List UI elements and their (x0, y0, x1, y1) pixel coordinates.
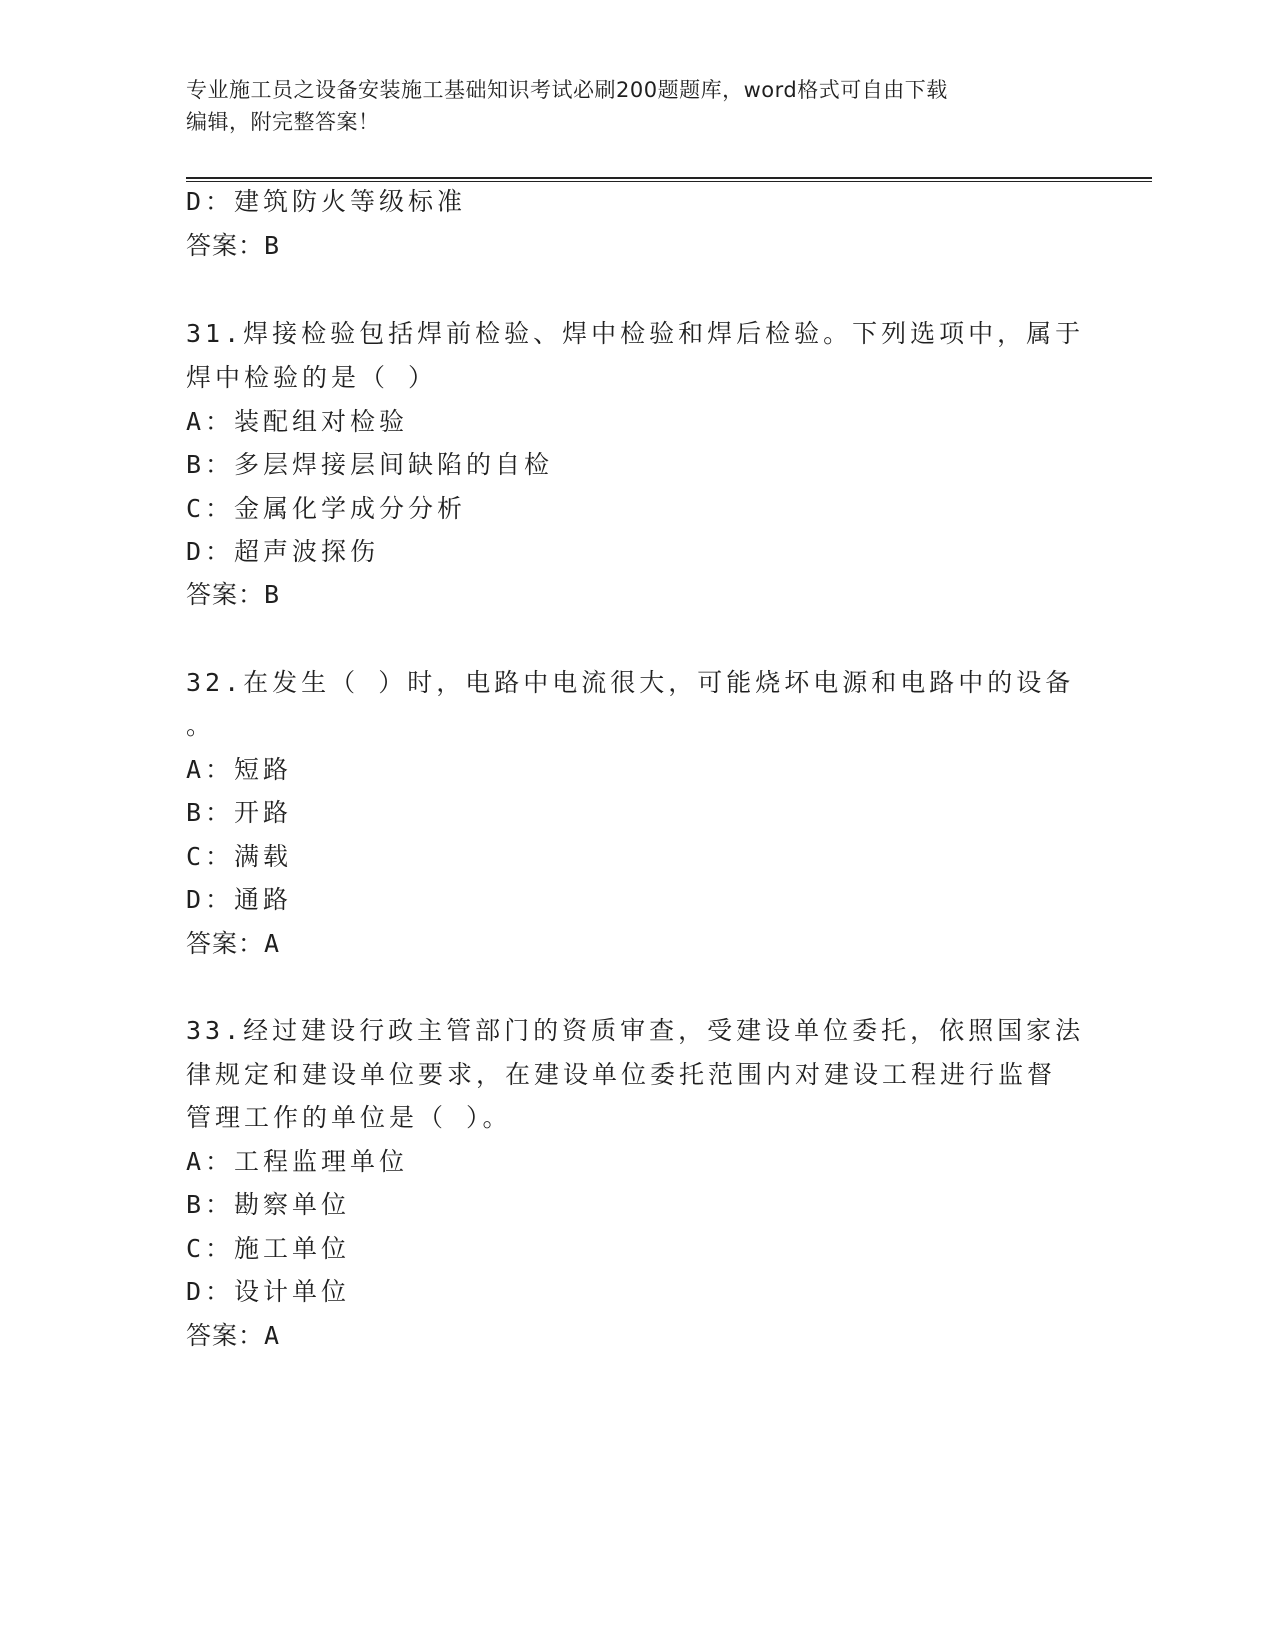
answer (186, 1321, 280, 1351)
answer-label: 答案： (186, 929, 265, 958)
question-stem: 31.焊接检验包括焊前检验、焊中检验和焊后检验。下列选项中，属于 (186, 319, 1085, 348)
question-stem: 。 (186, 711, 216, 740)
answer-value: B (264, 231, 281, 260)
option-a: A：工程监理单位 (186, 1147, 409, 1176)
option-b: B：多层焊接层间缺陷的自检 (186, 450, 554, 479)
answer-value: A (264, 1321, 281, 1350)
header-title-line1: 专业施工员之设备安装施工基础知识考试必刷200题题库，word格式可自由下载 (186, 78, 948, 102)
question-stem: 律规定和建设单位要求，在建设单位委托范围内对建设工程进行监督 (186, 1060, 1057, 1089)
question-stem: 33.经过建设行政主管部门的资质审查，受建设单位委托，依照国家法 (186, 1016, 1085, 1045)
prev-option-d: D：建筑防火等级标准 (186, 187, 467, 216)
option-b: B：勘察单位 (186, 1190, 351, 1219)
prev-answer (186, 231, 280, 261)
option-b: B：开路 (186, 798, 293, 827)
option-c: C：施工单位 (186, 1234, 351, 1263)
answer-value: B (264, 580, 281, 609)
question-stem: 焊中检验的是（ ） (186, 363, 438, 392)
answer-value: A (264, 929, 281, 958)
option-d: D：设计单位 (186, 1277, 351, 1306)
answer-label: 答案： (186, 231, 265, 260)
header-title-line2: 编辑，附完整答案！ (186, 110, 380, 134)
answer (186, 929, 280, 959)
answer-label: 答案： (186, 1321, 265, 1350)
option-c: C：满载 (186, 842, 293, 871)
option-c: C：金属化学成分分析 (186, 494, 467, 523)
header-divider (186, 177, 1152, 182)
option-a: A：装配组对检验 (186, 407, 409, 436)
question-stem: 管理工作的单位是（ ）。 (186, 1103, 512, 1132)
question-stem: 32.在发生（ ）时，电路中电流很大，可能烧坏电源和电路中的设备 (186, 668, 1075, 697)
option-a: A：短路 (186, 755, 293, 784)
answer (186, 580, 280, 610)
option-d: D：超声波探伤 (186, 537, 380, 566)
option-d: D：通路 (186, 885, 293, 914)
document-header (186, 74, 1066, 138)
answer-label: 答案： (186, 580, 265, 609)
